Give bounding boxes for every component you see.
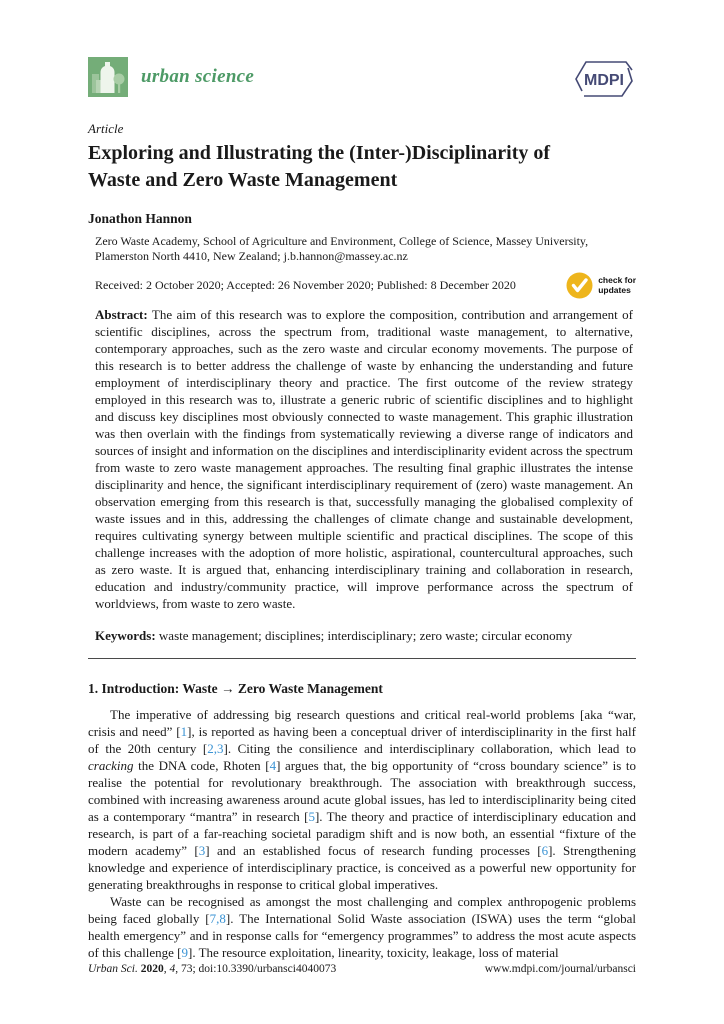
keywords-label: Keywords: xyxy=(95,628,156,643)
text-segment: 4 xyxy=(169,963,176,975)
text-segment: , xyxy=(163,963,170,975)
abstract xyxy=(95,306,633,612)
abstract-label: Abstract: xyxy=(95,307,148,322)
affiliation-line2 xyxy=(95,249,636,264)
article-title-line1: Exploring and Illustrating the (Inter-)Disciplinarity of xyxy=(88,142,551,164)
citation-link[interactable]: 3 xyxy=(198,843,206,858)
text-segment: Urban Sci. xyxy=(88,963,141,975)
keywords-text: waste management; disciplines; interdisciplinary; zero waste; circular economy xyxy=(155,628,573,643)
text-segment: ]. Strengthening knowledge and experience of interdisciplinary practice, is conceived as a powerful new opportunity for generating breakthroughs in response to critical global imperatives. xyxy=(88,843,636,892)
urban-science-logo-icon xyxy=(88,57,128,97)
dates-row xyxy=(95,272,636,299)
article-type-label: Article xyxy=(88,121,124,136)
text-segment: , 73; doi:10.3390/urbansci4040073 xyxy=(175,963,337,975)
check-for-updates-badge[interactable] xyxy=(566,272,636,299)
affiliation-line1: Zero Waste Academy, School of Agriculture and Environment, College of Science, Massey University, xyxy=(95,234,589,248)
mdpi-logo-text: MDPI xyxy=(584,72,624,89)
citation-link[interactable]: 4 xyxy=(269,758,277,773)
paragraph-2 xyxy=(88,893,636,961)
footer-citation xyxy=(88,963,336,975)
citation-link[interactable]: 2,3 xyxy=(207,741,224,756)
citation-link[interactable]: 1 xyxy=(180,724,188,739)
paragraph-1 xyxy=(88,706,636,893)
text-segment: ]. The International Solid Waste association (ISWA) uses the term “global health emergency” and in response calls for “emergency programmes” to address the most acute aspects of this challenge [ xyxy=(88,911,636,960)
citation-link[interactable]: 5 xyxy=(308,809,315,824)
citation-link[interactable]: 6 xyxy=(541,843,549,858)
article-title xyxy=(88,140,636,194)
page-header xyxy=(88,57,636,99)
text-segment: ]. The resource exploitation, linearity, toxicity, leakage, loss of material xyxy=(188,945,559,960)
mdpi-logo xyxy=(572,58,636,100)
section-divider xyxy=(88,658,636,659)
keywords xyxy=(95,628,633,644)
citation-link[interactable]: 7,8 xyxy=(209,911,226,926)
check-for-updates-label: check for updates xyxy=(598,275,636,295)
citation-link[interactable]: 9 xyxy=(181,945,188,960)
page-footer xyxy=(88,963,636,975)
abstract-text: The aim of this research was to explore the composition, contribution and arrangement of scientific disciplines, across the spectrum from, traditional waste management, to alternative, contemporary approaches, such as the zero waste and circular economy movements. The purpose of this research is to better address the challenge of waste by enhancing the understanding and future employment of interdisciplinary theory and practice. The first outcome of the review strategy employed in this research was to, illustrate a generic rubric of scientific disciplines and to highlight and discuss key disciplines most obviously connected to waste management. This graphic illustration was then overlain with the findings from systematically reviewing a diverse range of indicators and sources of insight and information on the disciplines and interdisciplinarity evident across the spectrum from waste to zero waste management approaches. The resulting final graphic illustrates the intense disciplinarity and hence, the significant interdisciplinary requirement of (zero) waste management. An observation emerging from this research is that, successfully managing the globalised complexity of waste issues and in this, addressing the challenges of climate change and sustainable development, requires cultivating synergy between multiple scientific and practical disciplines. The scope of this challenge increases with the adoption of more holistic, aspirational, countercultural approaches, such as zero waste. It is argued that, enhancing interdisciplinary training and collaboration in research, education and industry/community practice, will improve performance across the spectrum of worldviews, from waste to zero waste. xyxy=(95,307,633,611)
text-segment: The imperative of addressing big research questions and critical real-world problems [aka “war, crisis and need” [ xyxy=(88,707,636,739)
footer-journal-url[interactable]: www.mdpi.com/journal/urbansci xyxy=(484,963,636,975)
affiliation xyxy=(95,234,636,264)
text-segment: ] and an established focus of research funding processes [ xyxy=(205,843,542,858)
journal-brand xyxy=(88,57,254,97)
text-segment: ], is reported as having been a conceptual driver of interdisciplinarity in the first half of the 20th century [ xyxy=(88,724,636,756)
journal-name: urban science xyxy=(141,66,255,87)
text-segment: ]. Citing the consilience and interdisciplinary collaboration, which lead to xyxy=(223,741,636,756)
author-name: Jonathon Hannon xyxy=(88,211,192,226)
received-accepted-published: Received: 2 October 2020; Accepted: 26 November 2020; Published: 8 December 2020 xyxy=(95,278,516,292)
checkmark-icon xyxy=(566,272,593,299)
text-segment: cracking xyxy=(88,758,134,773)
section1-heading: 1. Introduction: Waste → Zero Waste Management xyxy=(88,681,383,696)
text-segment: Waste can be recognised as amongst the most challenging and complex anthropogenic problems being faced globally [ xyxy=(88,894,636,926)
text-segment: ] argues that, the big opportunity of “cross boundary science” is to realise the potential for revolutionary breakthrough. The association with breakthrough success, combined with increasing awareness around acute global issues, has led to interdisciplinarity being cited as a contemporary “mantra” in research [ xyxy=(88,758,636,824)
article-title-line2: Waste and Zero Waste Management xyxy=(88,169,398,191)
text-segment: ]. The theory and practice of interdisciplinary education and research, is part of a far-reaching societal paradigm shift and is now both, an essential “fixture of the modern academy” [ xyxy=(88,809,636,858)
text-segment: Plamerston North 4410, New Zealand; xyxy=(95,249,284,263)
text-segment: the DNA code, Rhoten [ xyxy=(133,758,270,773)
email-link[interactable]: j.b.hannon@massey.ac.nz xyxy=(283,249,408,263)
text-segment: 2020 xyxy=(140,963,164,975)
